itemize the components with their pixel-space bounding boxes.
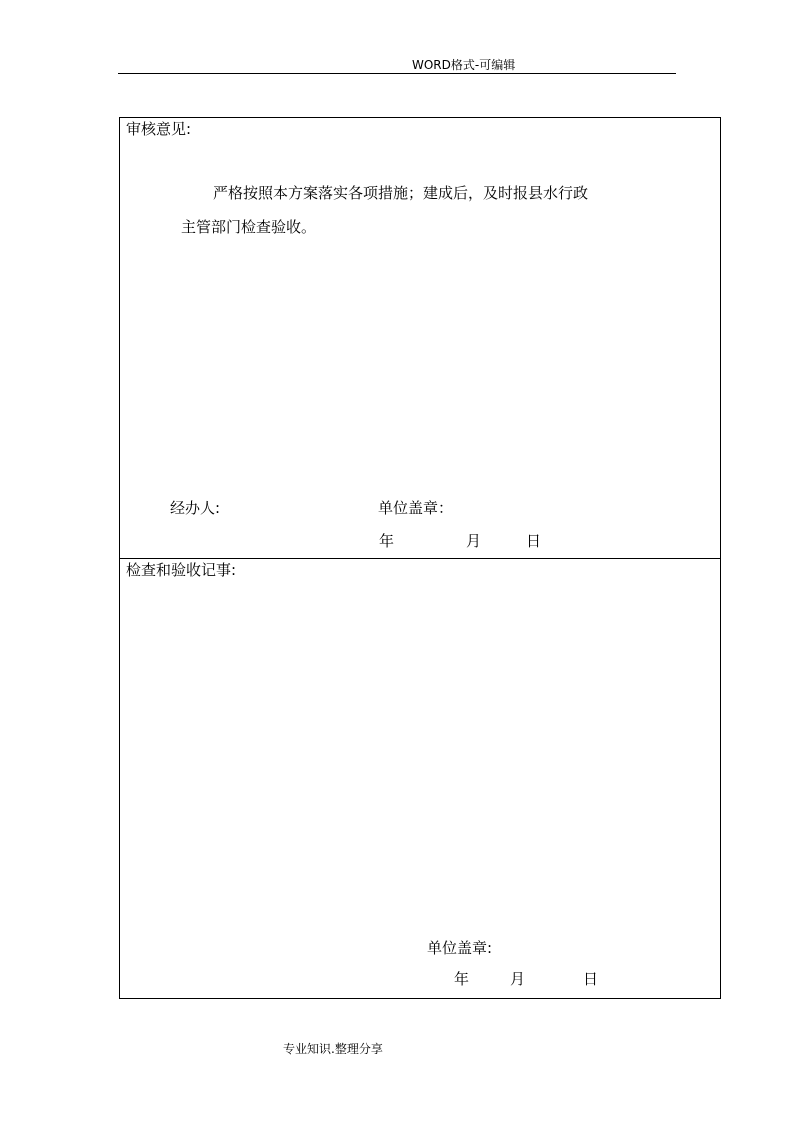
inspection-seal-label: 单位盖章: — [427, 939, 493, 957]
approval-form-table — [119, 117, 721, 999]
inspection-date-month: 月 — [510, 970, 526, 988]
header-rule — [118, 73, 676, 74]
handler-label: 经办人: — [170, 499, 221, 517]
review-date-day: 日 — [526, 532, 542, 550]
inspection-date-year: 年 — [454, 970, 470, 988]
review-date-month: 月 — [466, 532, 482, 550]
inspection-date-day: 日 — [583, 970, 599, 988]
section-divider — [120, 558, 720, 559]
review-opinion-label: 审核意见: — [126, 120, 192, 138]
review-date-year: 年 — [379, 532, 395, 550]
page-footer-text: 专业知识.整理分享 — [283, 1042, 383, 1056]
inspection-record-label: 检查和验收记事: — [126, 561, 237, 579]
page-header-text: WORD格式-可编辑 — [412, 58, 516, 72]
review-opinion-text-line1: 严格按照本方案落实各项措施；建成后，及时报县水行政 — [213, 184, 589, 202]
review-opinion-text-line2: 主管部门检查验收。 — [181, 218, 317, 236]
review-seal-label: 单位盖章： — [378, 499, 454, 517]
